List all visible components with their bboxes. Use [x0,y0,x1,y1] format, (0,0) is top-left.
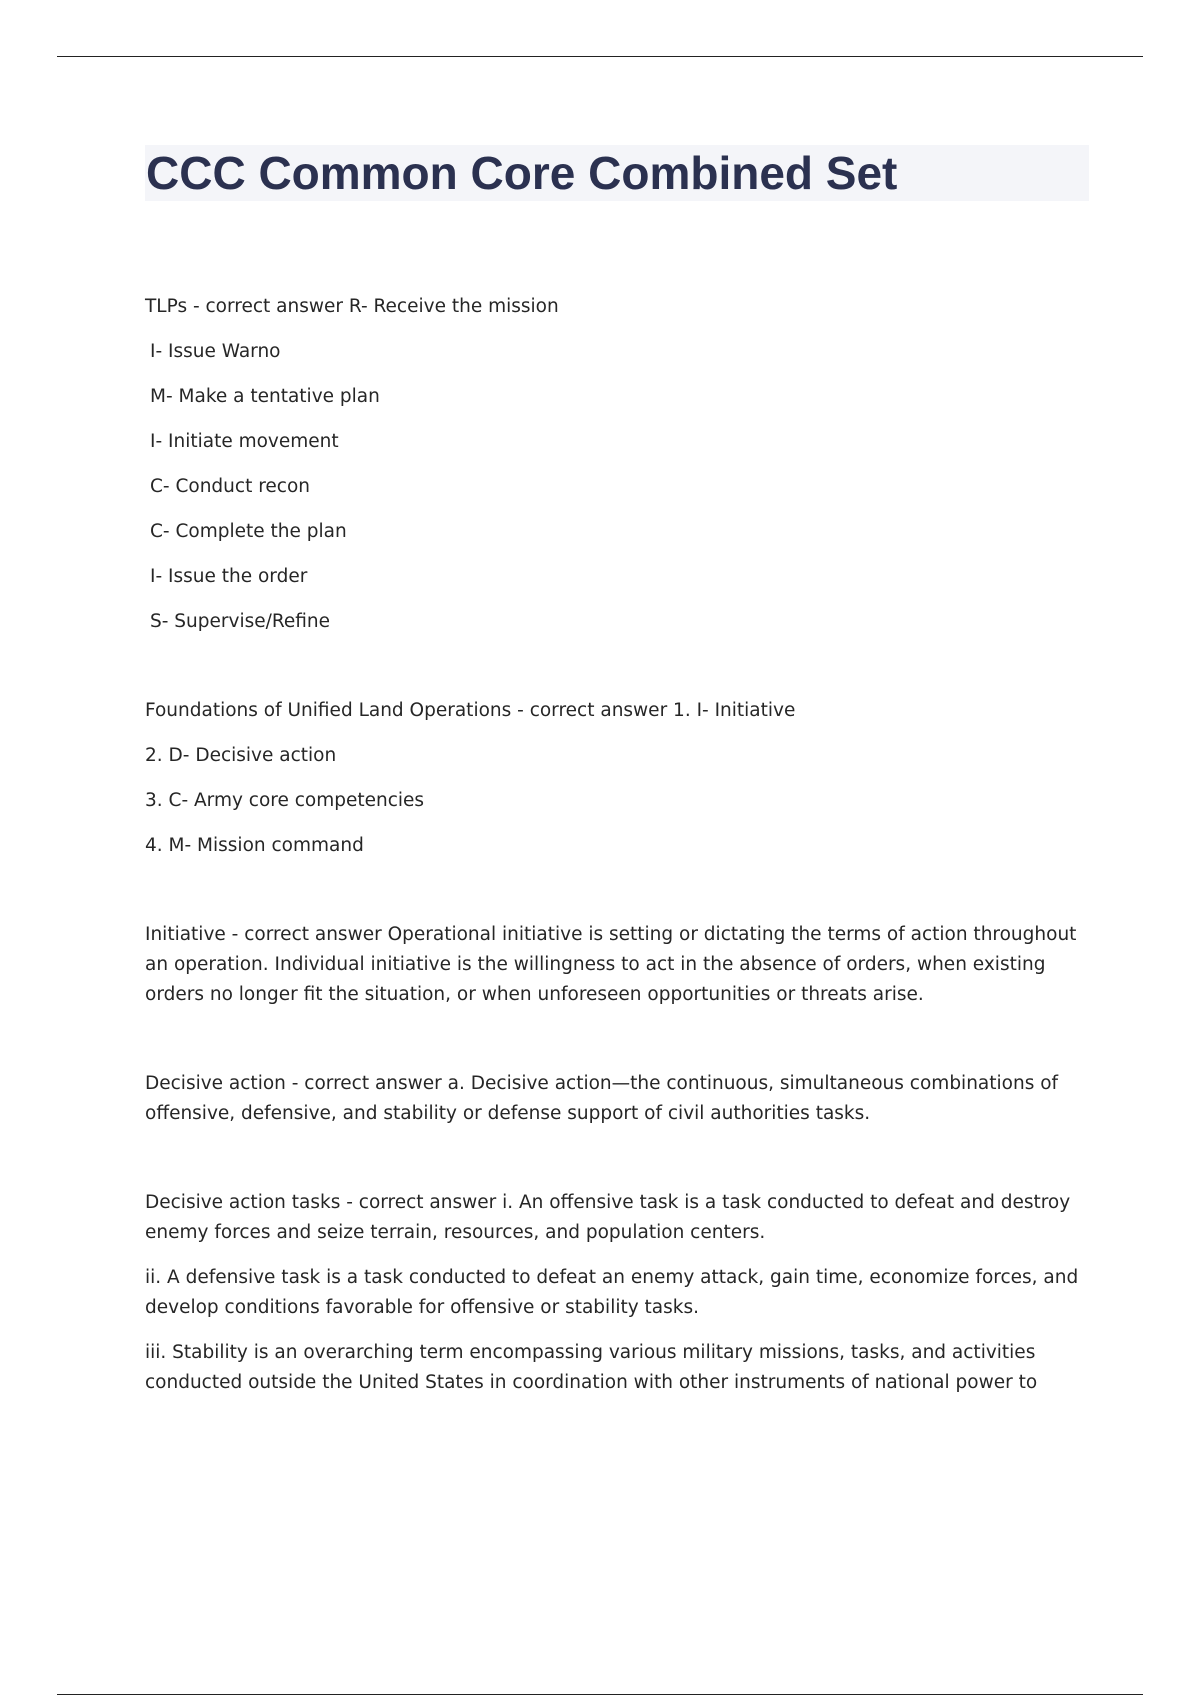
qa-item-decisive-action-tasks [145,1188,1085,1398]
qa-line: Decisive action - correct answer a. Decisive action—the continuous, simultaneous combinations of offensive, defensive, and stability or defense support of civil authorities tasks. [145,1073,1064,1124]
document-title: CCC Common Core Combined Set [146,147,898,199]
document-body [145,292,1085,1457]
qa-line: C- Conduct recon [150,476,311,497]
qa-line: C- Complete the plan [150,521,347,542]
qa-line: TLPs - correct answer R- Receive the mission [145,296,559,317]
qa-line: I- Issue the order [150,566,308,587]
qa-line: Foundations of Unified Land Operations - correct answer 1. I- Initiative [145,700,796,721]
qa-line: ii. A defensive task is a task conducted to defeat an enemy attack, gain time, economize forces, and develop conditions favorable for offensive or stability tasks. [145,1267,1085,1318]
qa-item-decisive-action [145,1069,1085,1129]
qa-item-tlps [145,292,1085,637]
qa-line: I- Issue Warno [150,341,281,362]
qa-item-foundations [145,696,1085,861]
qa-line: 3. C- Army core competencies [145,790,425,811]
qa-line: iii. Stability is an overarching term encompassing various military missions, tasks, and activities conducted outside the United States in coordination with other instruments of national power to [145,1342,1042,1393]
qa-line: M- Make a tentative plan [150,386,380,407]
qa-line: S- Supervise/Refine [150,611,331,632]
footer-rule [57,1694,1143,1695]
header-rule [57,56,1143,57]
qa-line: Decisive action tasks - correct answer i. An offensive task is a task conducted to defeat and destroy enemy forces and seize terrain, resources, and population centers. [145,1192,1077,1243]
qa-line: I- Initiate movement [150,431,339,452]
qa-line: 4. M- Mission command [145,835,364,856]
qa-item-initiative [145,920,1085,1010]
qa-line: 2. D- Decisive action [145,745,337,766]
qa-line: Initiative - correct answer Operational initiative is setting or dictating the terms of action throughout an operation. Individual initiative is the willingness to act in the absence of orders, when existing orders no longer fit the situation, or when unforeseen opportunities or threats arise. [145,924,1083,1005]
